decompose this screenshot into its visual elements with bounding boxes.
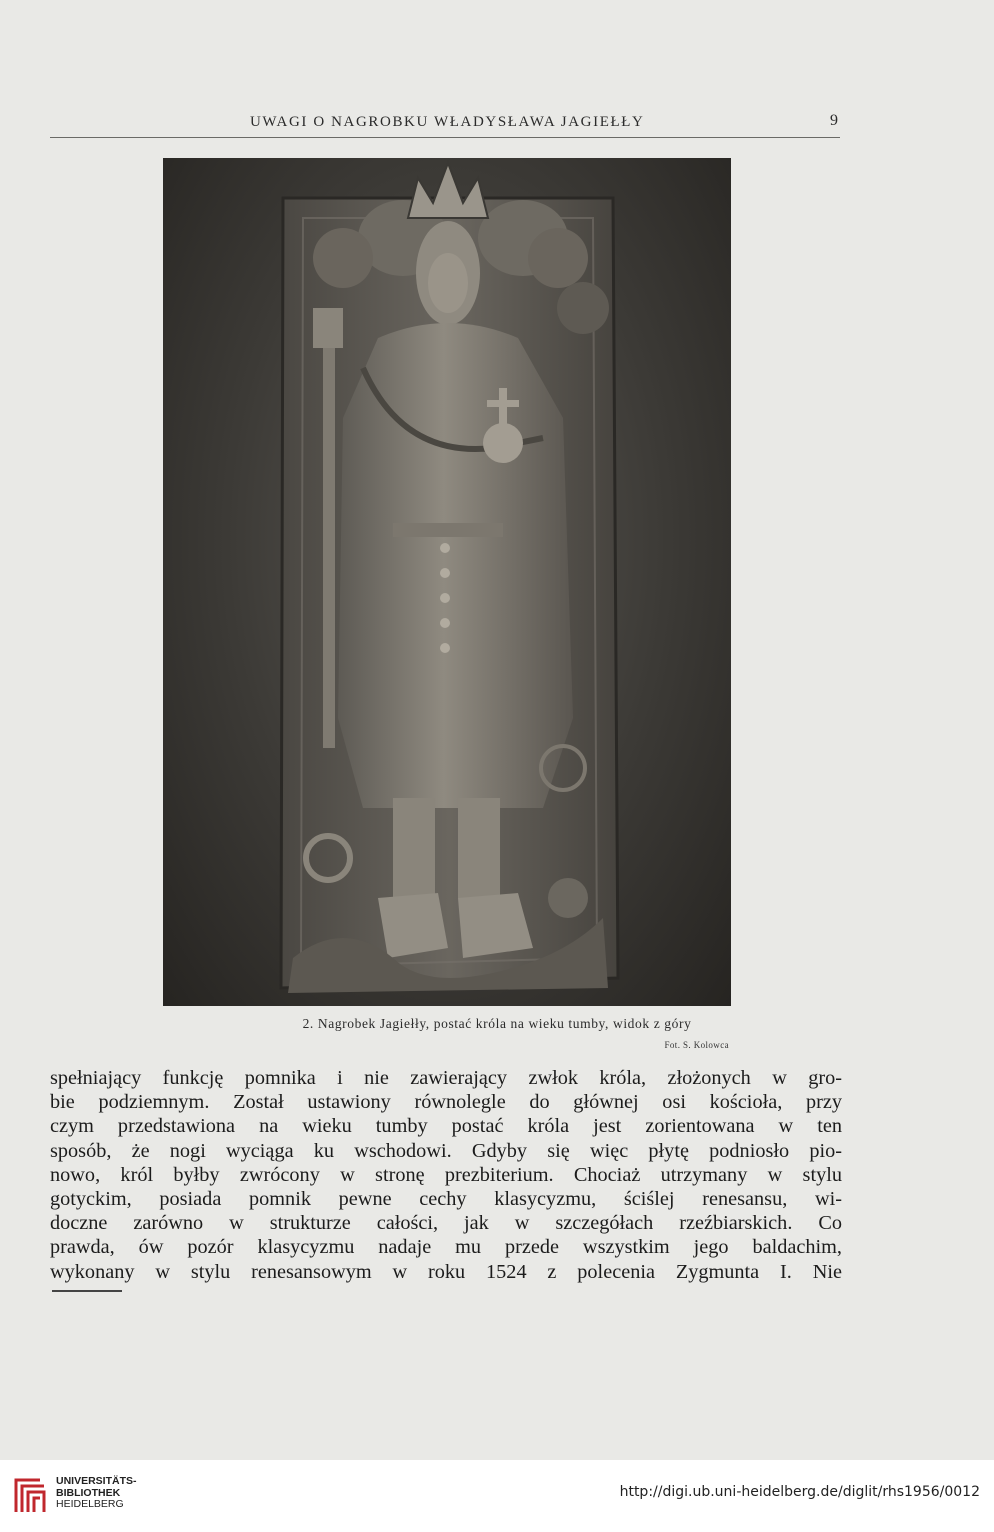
running-title: UWAGI O NAGROBKU WŁADYSŁAWA JAGIEŁŁY [250, 114, 645, 130]
photo-credit: Fot. S. Kolowca [664, 1040, 729, 1050]
body-line: spełniający funkcję pomnika i nie zawierający zwłok króla, złożonych w gro- [50, 1067, 842, 1089]
viewer-footer [0, 1460, 994, 1532]
body-line: czym przedstawiona na wieku tumby postać króla jest zorientowana w ten [50, 1115, 842, 1138]
tomb-effigy-photo [163, 158, 731, 1006]
body-line: doczne zarówno w strukturze całości, jak w szczegółach rzeźbiarskich. Co [50, 1212, 842, 1235]
page-header [50, 112, 840, 138]
library-name [56, 1476, 137, 1511]
body-line: bie podziemnym. Został ustawiony równolegle do głównej osi kościoła, przy [50, 1091, 842, 1114]
body-line: nowo, król byłby zwrócony w stronę prezbiterium. Chociaż utrzymany w stylu [50, 1163, 842, 1186]
permalink-url[interactable]: http://digi.ub.uni-heidelberg.de/diglit/rhs1956/0012 [619, 1484, 980, 1500]
body-line: prawda, ów pozór klasycyzmu nadaje mu przede wszystkim jego baldachim, [50, 1236, 842, 1259]
footnote-rule [52, 1290, 122, 1292]
library-name-line3: HEIDELBERG [56, 1498, 124, 1510]
body-paragraph [50, 1066, 842, 1284]
page-number: 9 [830, 112, 838, 129]
figure-caption: 2. Nagrobek Jagiełły, postać króla na wieku tumby, widok z góry [302, 1016, 692, 1031]
body-line: sposób, że nogi wyciąga ku wschodowi. Gdyby się więc płytę podniosło pio- [50, 1139, 842, 1162]
body-line: gotyckim, posiada pomnik pewne cechy klasycyzmu, ściślej renesansu, wi- [50, 1188, 842, 1211]
library-logo-icon[interactable] [10, 1472, 50, 1518]
body-line: wykonany w stylu renesansowym w roku 1524 z polecenia Zygmunta I. Nie [50, 1260, 842, 1283]
effigy-illustration [163, 158, 731, 1006]
library-name-line2: BIBLIOTHEK [56, 1486, 121, 1499]
library-name-line1: UNIVERSITÄTS- [56, 1475, 137, 1487]
